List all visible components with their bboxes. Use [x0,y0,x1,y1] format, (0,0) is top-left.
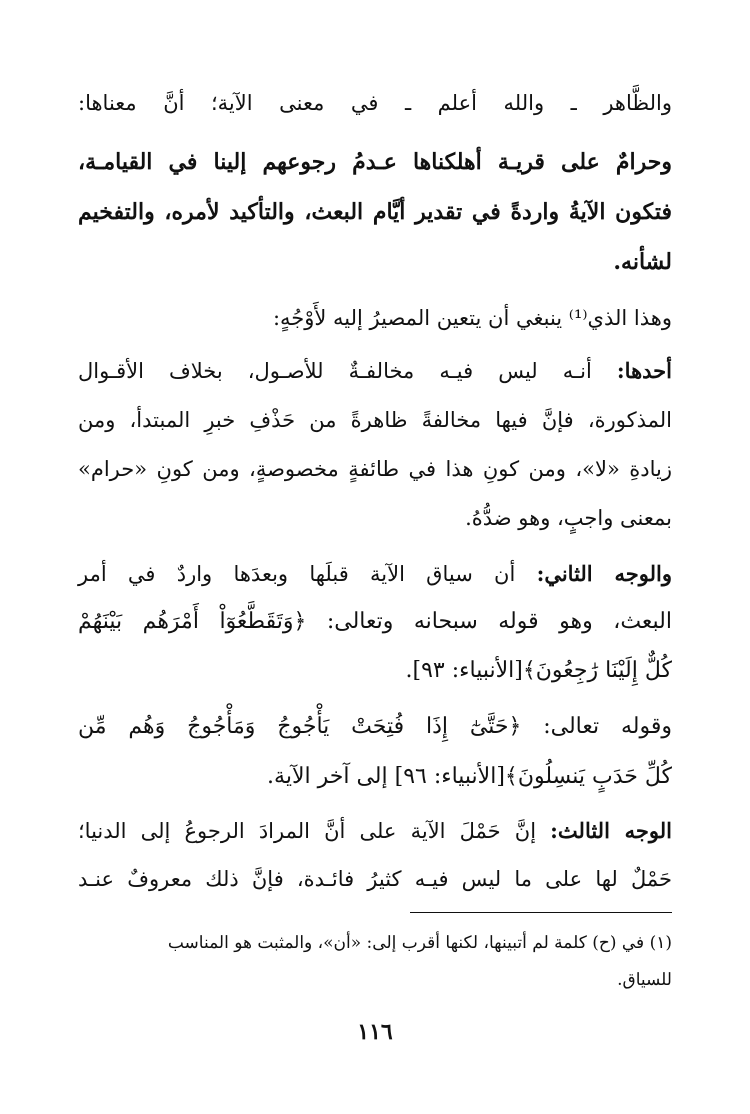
body-line-10 [78,559,672,589]
page-number: ١١٦ [357,1019,393,1045]
body-line-6 [78,356,672,386]
point-one-text: أنـه ليس فيـه مخالفـةٌ للأصـول، بخلاف الأقـوال [78,359,617,383]
body-line-13: وقوله تعالى: ﴿حَتَّىٰٓ إِذَا فُتِحَتْ يَأْجُوجُ وَمَأْجُوجُ وَهُم مِّن [78,714,672,739]
body-line-16: حَمْلٌ لها على ما ليس فيـه كثيرُ فائـدة، فإنَّ ذلك معروفٌ عنـد [78,867,672,891]
point-one-heading: أحدها: [616,358,672,383]
body-line-14: كُلِّ حَدَبٍ يَنسِلُونَ﴾[الأنبياء: ٩٦] إلى آخر الآية. [267,764,672,789]
body-line-1: والظَّاهر ـ والله أعلم ـ في معنى الآية؛ أنَّ معناها: [78,91,672,115]
body-line-9: بمعنى واجبٍ، وهو ضدُّهُ. [465,506,672,530]
body-line-15 [78,816,672,846]
body-line-4: لشأنه. [613,249,672,275]
body-line-12: كُلٌّ إِلَيْنَا رَٰجِعُونَ﴾[الأنبياء: ٩٣]. [405,658,672,683]
body-line-5: وهذا الذي⁽¹⁾ ينبغي أن يتعين المصيرُ إليه لأَوْجُهٍ: [272,306,672,330]
footnote-separator [410,912,672,913]
point-three-heading: الوجه الثالث: [550,818,672,843]
point-three-text: إنَّ حَمْلَ الآية على أنَّ المرادَ الرجوعُ إلى الدنيا؛ [78,819,551,843]
body-line-3: فتكون الآيةُ واردةً في تقدير أيَّام البعث، والتأكيد لأمره، والتفخيم [78,199,672,225]
footnote-line-1: (١) في (ح) كلمة لم أتبينها، لكنها أقرب إلى: «أن»، والمثبت هو المناسب [167,933,672,953]
point-two-text: أن سياق الآية قبلَها وبعدَها واردٌ في أمر [78,562,537,586]
body-line-11: البعث، وهو قوله سبحانه وتعالى: ﴿وَتَقَطَّعُوٓاْ أَمْرَهُم بَيْنَهُمْ [78,609,672,634]
body-line-2: وحرامٌ على قريـة أهلكناها عـدمُ رجوعهم إلينا في القيامـة، [78,149,672,175]
point-two-heading: والوجه الثاني: [536,561,673,586]
footnote-line-2: للسياق. [617,970,672,990]
body-line-7: المذكورة، فإنَّ فيها مخالفةً ظاهرةً من حَذْفِ خبرِ المبتدأ، ومن [78,408,672,432]
body-line-8: زيادةِ «لا»، ومن كونِ هذا في طائفةٍ مخصوصةٍ، ومن كونِ «حرام» [78,457,672,481]
